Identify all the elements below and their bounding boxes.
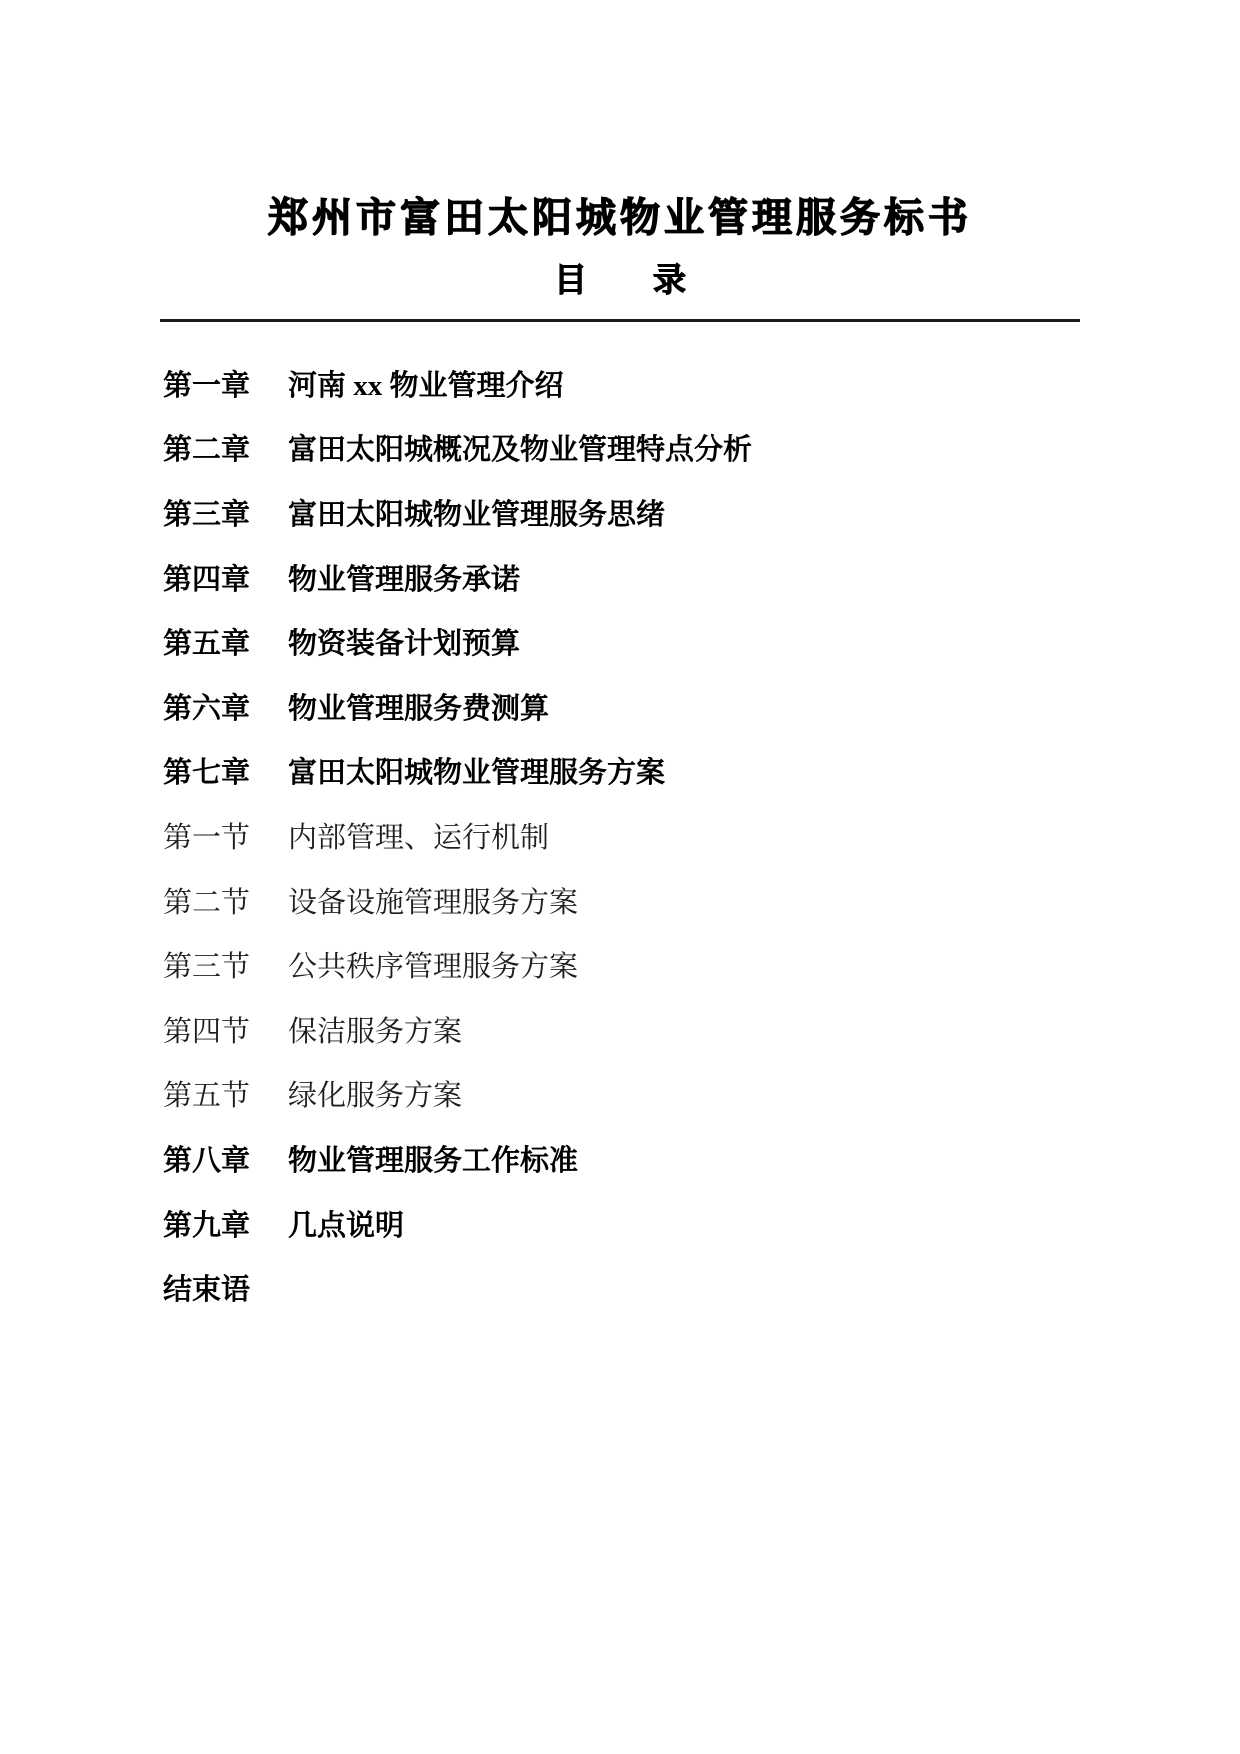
toc-entry-label: 第九章	[163, 1209, 251, 1242]
toc-entry	[163, 1000, 1130, 1065]
toc-entry-label: 第四节	[163, 1015, 251, 1048]
toc-entry-label: 第三节	[163, 951, 251, 984]
toc-entry-label: 第二节	[163, 886, 251, 919]
toc-entry-label: 第七章	[163, 757, 251, 790]
toc-entry	[163, 1194, 1130, 1259]
toc-entry-label: 第四章	[163, 563, 251, 596]
divider-line	[160, 319, 1080, 322]
toc-entry-title: 公共秩序管理服务方案	[288, 951, 579, 984]
toc-entry	[163, 612, 1130, 677]
toc-entry	[163, 935, 1130, 1000]
toc-entry-label: 第五节	[163, 1080, 251, 1113]
toc-entry	[163, 1065, 1130, 1130]
toc-entry-label: 第三章	[163, 498, 251, 531]
toc-entry	[163, 806, 1130, 871]
toc-entry-title: 物业管理服务承诺	[288, 563, 521, 596]
toc-entry-label: 第六章	[163, 692, 251, 725]
toc-entry	[163, 677, 1130, 742]
toc-entry-label: 结束语	[163, 1274, 251, 1307]
document-title: 郑州市富田太阳城物业管理服务标书	[268, 196, 972, 240]
toc-entry	[163, 419, 1130, 484]
toc-entry-title: 保洁服务方案	[288, 1015, 463, 1048]
toc-heading: 目 录	[554, 261, 686, 298]
toc-entry-title: 物资装备计划预算	[288, 628, 521, 661]
toc-entry	[163, 742, 1130, 807]
toc-entry-label: 第一章	[163, 369, 251, 402]
toc-entry-title: 几点说明	[288, 1209, 405, 1242]
toc-entry-title: 物业管理服务工作标准	[288, 1144, 579, 1177]
toc-entry	[163, 354, 1130, 419]
toc-entry	[163, 871, 1130, 936]
toc-entry-label: 第二章	[163, 434, 251, 467]
toc-list	[163, 354, 1130, 1323]
toc-entry-title: 富田太阳城概况及物业管理特点分析	[288, 434, 753, 467]
toc-entry-label: 第八章	[163, 1144, 251, 1177]
toc-entry	[163, 548, 1130, 613]
toc-entry-title: 河南 xx 物业管理介绍	[288, 369, 564, 402]
toc-entry-title: 内部管理、运行机制	[288, 821, 550, 854]
toc-entry-title: 绿化服务方案	[288, 1080, 463, 1113]
toc-entry	[163, 483, 1130, 548]
toc-entry-title: 富田太阳城物业管理服务方案	[288, 757, 666, 790]
toc-entry-title: 富田太阳城物业管理服务思绪	[288, 498, 666, 531]
toc-entry	[163, 1258, 1130, 1323]
toc-entry-label: 第五章	[163, 628, 251, 661]
toc-entry	[163, 1129, 1130, 1194]
toc-entry-label: 第一节	[163, 821, 251, 854]
toc-entry-title: 物业管理服务费测算	[288, 692, 550, 725]
toc-entry-title: 设备设施管理服务方案	[288, 886, 579, 919]
